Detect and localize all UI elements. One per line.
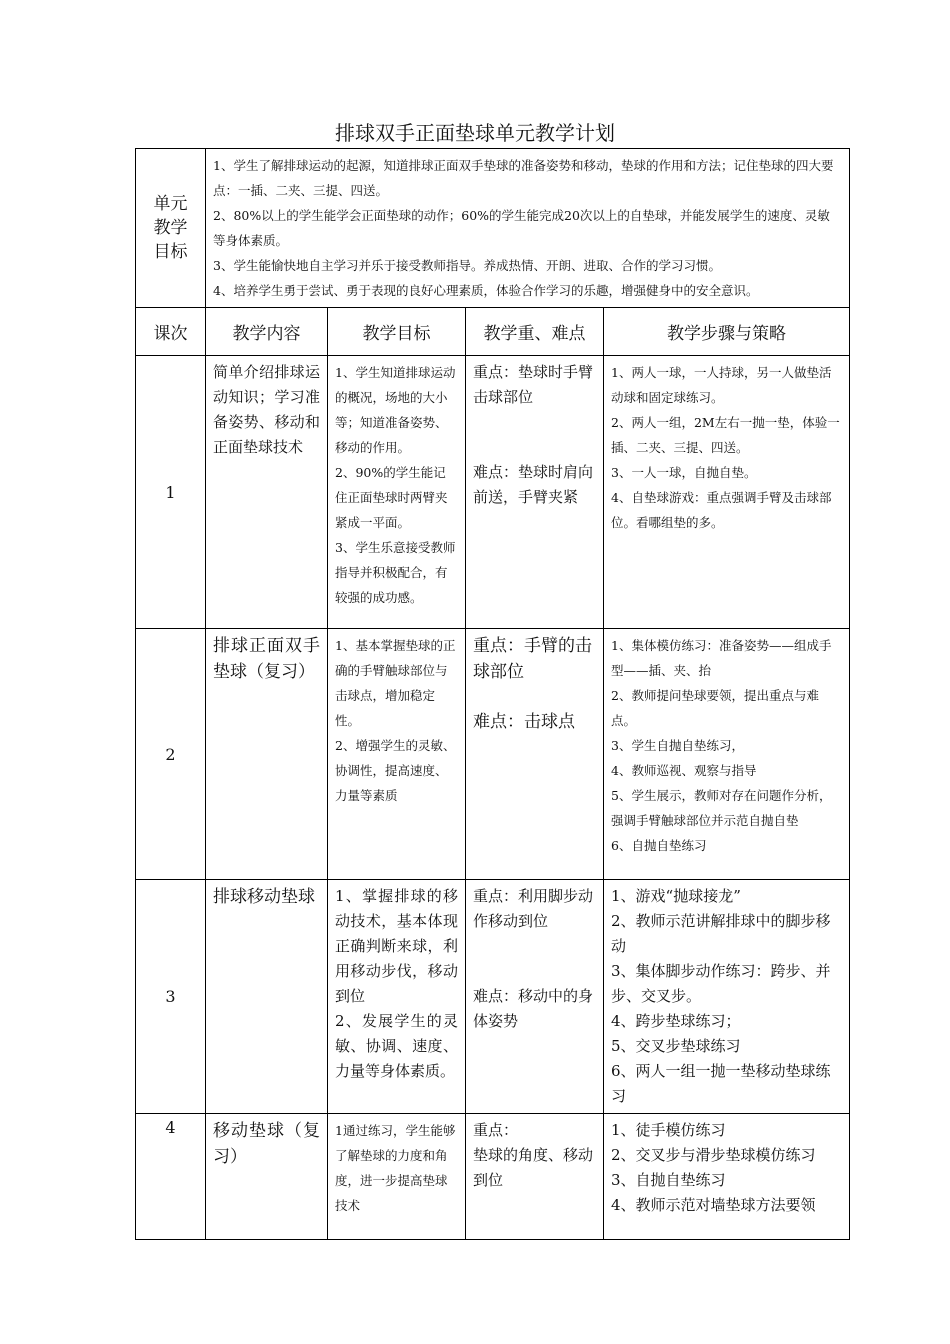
key-point: 重点：垫球时手臂击球部位	[473, 363, 594, 406]
lesson-goals: 1、掌握排球的移动技术，基本体现正确判断来球，利用移动步伐，移动到位 2、发展学生的灵敏、协调、速度、力量等身体素质。	[328, 880, 466, 1114]
lesson-steps: 1、两人一球，一人持球，另一人做垫活动球和固定球练习。 2、两人一组，2M左右一抛一垫，体验一插、二夹、三提、四送。 3、一人一球，自抛自垫。 4、自垫球游戏：重点强调手臂及击球部位。看哪组垫的多。	[604, 356, 850, 629]
header-goals: 教学目标	[328, 308, 466, 356]
key-point: 重点：利用脚步动作移动到位	[473, 887, 594, 930]
unit-goal-item: 2、80%以上的学生能学会正面垫球的动作；60%的学生能完成20次以上的自垫球，并能发展学生的速度、灵敏等身体素质。	[213, 208, 830, 248]
lesson-steps: 1、集体模仿练习：准备姿势——组成手型——插、夹、抬 2、教师提问垫球要领，提出重点与难点。 3、学生自抛自垫练习， 4、教师巡视、观察与指导 5、学生展示，教师对存在问题作分析，强调手臂触球部位并示范自抛自垫 6、自抛自垫练习	[604, 629, 850, 880]
lesson-key-points	[466, 629, 604, 880]
unit-goals-label: 单元 教学 目标	[136, 149, 206, 308]
unit-plan-table	[135, 148, 850, 1240]
table-row	[136, 880, 850, 1114]
lesson-content: 简单介绍排球运动知识；学习准备姿势、移动和正面垫球技术	[206, 356, 328, 629]
lesson-number: 4	[136, 1114, 206, 1240]
header-content: 教学内容	[206, 308, 328, 356]
unit-goals-text	[206, 149, 850, 308]
header-key-points: 教学重、难点	[466, 308, 604, 356]
lesson-key-points	[466, 356, 604, 629]
lesson-number: 2	[136, 629, 206, 880]
table-row	[136, 629, 850, 880]
lesson-key-points	[466, 1114, 604, 1240]
lesson-number: 1	[136, 356, 206, 629]
lesson-goals: 1、学生知道排球运动的概况，场地的大小等；知道准备姿势、移动的作用。 2、90%的学生能记住正面垫球时两臂夹紧成一平面。 3、学生乐意接受教师指导并积极配合，有较强的成功感。	[328, 356, 466, 629]
difficulty-point: 难点：移动中的身体姿势	[473, 987, 594, 1030]
lesson-number: 3	[136, 880, 206, 1114]
lesson-content: 排球移动垫球	[206, 880, 328, 1114]
unit-goal-item: 3、学生能愉快地自主学习并乐于接受教师指导。养成热情、开朗、进取、合作的学习习惯。	[213, 258, 721, 273]
difficulty-point: 难点：击球点	[473, 712, 575, 732]
unit-goals-row	[136, 149, 850, 308]
table-row	[136, 1114, 850, 1240]
lesson-steps: 1、徒手模仿练习 2、交叉步与滑步垫球模仿练习 3、自抛自垫练习 4、教师示范对墙垫球方法要领	[604, 1114, 850, 1240]
page-title: 排球双手正面垫球单元教学计划	[335, 121, 615, 145]
difficulty-point: 难点：垫球时肩向前送，手臂夹紧	[473, 463, 594, 506]
table-header-row	[136, 308, 850, 356]
lesson-goals: 1、基本掌握垫球的正确的手臂触球部位与击球点，增加稳定性。 2、增强学生的灵敏、协调性，提高速度、力量等素质	[328, 629, 466, 880]
unit-goal-item: 4、培养学生勇于尝试、勇于表现的良好心理素质，体验合作学习的乐趣，增强健身中的安全意识。	[213, 283, 759, 298]
lesson-content: 移动垫球（复习）	[206, 1114, 328, 1240]
lesson-content: 排球正面双手垫球（复习）	[206, 629, 328, 880]
lesson-key-points	[466, 880, 604, 1114]
key-point-detail: 垫球的角度、移动到位	[473, 1146, 594, 1189]
key-point: 重点：手臂的击球部位	[473, 636, 592, 682]
lesson-steps: 1、游戏“抛球接龙” 2、教师示范讲解排球中的脚步移动 3、集体脚步动作练习：跨步、并步、交叉步。 4、跨步垫球练习； 5、交叉步垫球练习 6、两人一组一抛一垫移动垫球练习	[604, 880, 850, 1114]
lesson-goals: 1通过练习，学生能够了解垫球的力度和角度，进一步提高垫球技术	[328, 1114, 466, 1240]
key-point: 重点：	[473, 1121, 519, 1139]
header-steps: 教学步骤与策略	[604, 308, 850, 356]
table-row	[136, 356, 850, 629]
header-lesson: 课次	[136, 308, 206, 356]
unit-goal-item: 1、学生了解排球运动的起源，知道排球正面双手垫球的准备姿势和移动，垫球的作用和方法；记住垫球的四大要点：一插、二夹、三提、四送。	[213, 158, 834, 198]
